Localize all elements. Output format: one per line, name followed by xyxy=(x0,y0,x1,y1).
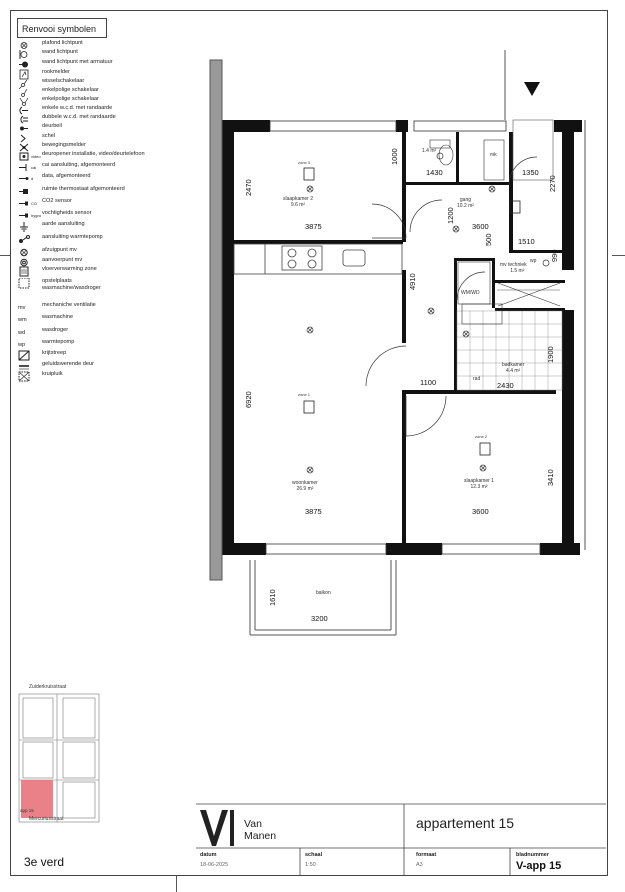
legend-abbr: mv xyxy=(18,304,26,311)
legend-label: enkele w.c.d. met randaarde xyxy=(42,105,113,111)
legend-tag: CO xyxy=(31,201,37,206)
legend-label: wasdroger xyxy=(42,327,69,333)
legend-label: enkelpolige schakelaar xyxy=(42,96,99,102)
legend-label: afzuigpunt mv xyxy=(42,247,77,253)
legend-label: ruimte thermostaat afgemonteerd xyxy=(42,186,125,192)
legend-label: mechaniche ventilatie xyxy=(42,302,96,308)
dimension: 1100 xyxy=(420,378,437,387)
floor-label: 3e verd xyxy=(24,855,65,869)
room-area: 12.3 m² xyxy=(470,484,488,490)
dimension: 990 xyxy=(550,249,559,262)
legend-tag: hygro xyxy=(31,213,42,218)
room-area: 10.2 m² xyxy=(457,203,474,209)
legend-abbr: wm xyxy=(18,316,27,323)
room-area: 26.9 m² xyxy=(296,486,314,492)
room-area: 1.5 m² xyxy=(510,268,525,274)
company-name-line1: Van xyxy=(244,818,262,830)
legend-label: krijtstreep xyxy=(42,350,67,356)
legend-abbr: wp xyxy=(18,341,26,348)
dimension: 3600 xyxy=(472,222,489,231)
legend-label: vochtigheids sensor xyxy=(42,210,92,216)
legend-label: cai aansluiting, afgemonteerd xyxy=(42,162,116,168)
room-area-toilet: 1.4 m² xyxy=(422,148,437,154)
dimension: 3200 xyxy=(311,614,328,623)
street-name-top: Zuiderkruisstraat xyxy=(29,684,67,690)
legend-label: enkelpolige schakelaar xyxy=(42,87,99,93)
schaal-label: schaal xyxy=(305,852,323,858)
label-rad: rad xyxy=(473,376,481,382)
dimension: 1510 xyxy=(518,237,535,246)
legend-label: rookmelder xyxy=(42,69,70,75)
schaal-value: 1:50 xyxy=(305,862,316,868)
legend-label: deurbeil xyxy=(42,123,62,129)
dimension: 1610 xyxy=(268,589,277,606)
room-name: techniek xyxy=(508,262,527,268)
legend-tag: video xyxy=(31,154,41,159)
room-name: gang xyxy=(459,197,472,203)
legend-label: warmtepomp xyxy=(42,339,75,345)
legend-label: schel xyxy=(42,133,56,139)
label-mk: mk xyxy=(490,152,497,158)
datum-value: 18-06-2025 xyxy=(200,862,229,868)
legend-label: deuropener installatie, video/deurtelefoon xyxy=(42,151,145,157)
project-title: appartement 15 xyxy=(416,815,515,831)
legend-label: CO2 sensor xyxy=(42,198,72,204)
room-name: slaapkamer 1 xyxy=(464,478,495,484)
legend-label: wand lichtpunt xyxy=(42,49,78,55)
legend-label: aarde aansluiting xyxy=(42,221,85,227)
datum-label: datum xyxy=(200,852,217,858)
legend-label: aanvoerpunt mv xyxy=(42,257,83,263)
bladnummer-label: bladnummer xyxy=(516,852,550,858)
company-name xyxy=(244,818,276,842)
dimension: 2270 xyxy=(548,175,557,192)
legend-abbr: wd xyxy=(18,329,26,336)
legend-label: bewegingsmelder xyxy=(42,142,86,148)
dimension: 500 xyxy=(484,233,493,246)
legend-label: vloerverwarming zone xyxy=(42,266,97,272)
dimension: 1430 xyxy=(426,168,443,177)
bladnummer-value: V-app 15 xyxy=(516,860,562,872)
room-name: badkamer xyxy=(502,362,525,368)
legend-label: data, afgemonteerd xyxy=(42,173,91,179)
room-zone: zone 1 xyxy=(298,392,311,397)
legend-label: geluidswerende deur xyxy=(42,361,94,367)
room-area: 4.4 m² xyxy=(506,368,521,374)
legend-label: plafond lichtpunt xyxy=(42,40,83,46)
key-map-unit-label: app 15 xyxy=(20,808,34,813)
dimension: 1350 xyxy=(522,168,539,177)
street-name-bottom: Mercuriusstraat xyxy=(29,816,64,822)
label-wmwd: WM/WD xyxy=(461,290,480,296)
dimension: 4910 xyxy=(408,273,417,290)
room-name: slaapkamer 2 xyxy=(283,196,314,202)
dimension: 1900 xyxy=(546,346,555,363)
company-name-line2: Manen xyxy=(244,830,277,842)
dimension: 2430 xyxy=(497,381,514,390)
legend-label: aansluiting warmtepomp xyxy=(42,234,103,240)
legend-label: dubbele w.c.d. met randaarde xyxy=(42,114,116,120)
dimension: 6920 xyxy=(244,391,253,408)
room-label-balkon: balkon xyxy=(316,590,331,596)
formaat-value: A3 xyxy=(416,862,423,868)
legend-label: kruipluik xyxy=(42,371,63,377)
legend-label: wand lichtpunt met armatuur xyxy=(42,59,113,65)
legend-label: opstelplaats wasmachine/wasdroger xyxy=(42,278,101,291)
legend-tag: d xyxy=(31,176,34,181)
formaat-label: formaat xyxy=(416,852,437,858)
dimension: 3410 xyxy=(546,469,555,486)
legend-label: wasmachine xyxy=(42,314,74,320)
room-zone: zone 3 xyxy=(298,160,311,165)
legend-title: Renvooi symbolen xyxy=(17,18,107,38)
dimension: 3600 xyxy=(472,507,489,516)
label-mv: mv xyxy=(500,262,507,268)
dimension: 1200 xyxy=(446,207,455,224)
room-area: 9.6 m² xyxy=(290,202,306,208)
company-logo xyxy=(200,810,234,846)
dimension: 2470 xyxy=(244,179,253,196)
dimension: 3875 xyxy=(305,507,322,516)
dimension: 1000 xyxy=(390,148,399,165)
room-name: woonkamer xyxy=(292,480,318,486)
label-wp: wp xyxy=(530,258,537,264)
room-zone: zone 2 xyxy=(475,434,488,439)
legend-label: wisselschakelaar xyxy=(42,78,85,84)
legend-tag: cai xyxy=(31,165,37,170)
dimension: 3875 xyxy=(305,222,322,231)
